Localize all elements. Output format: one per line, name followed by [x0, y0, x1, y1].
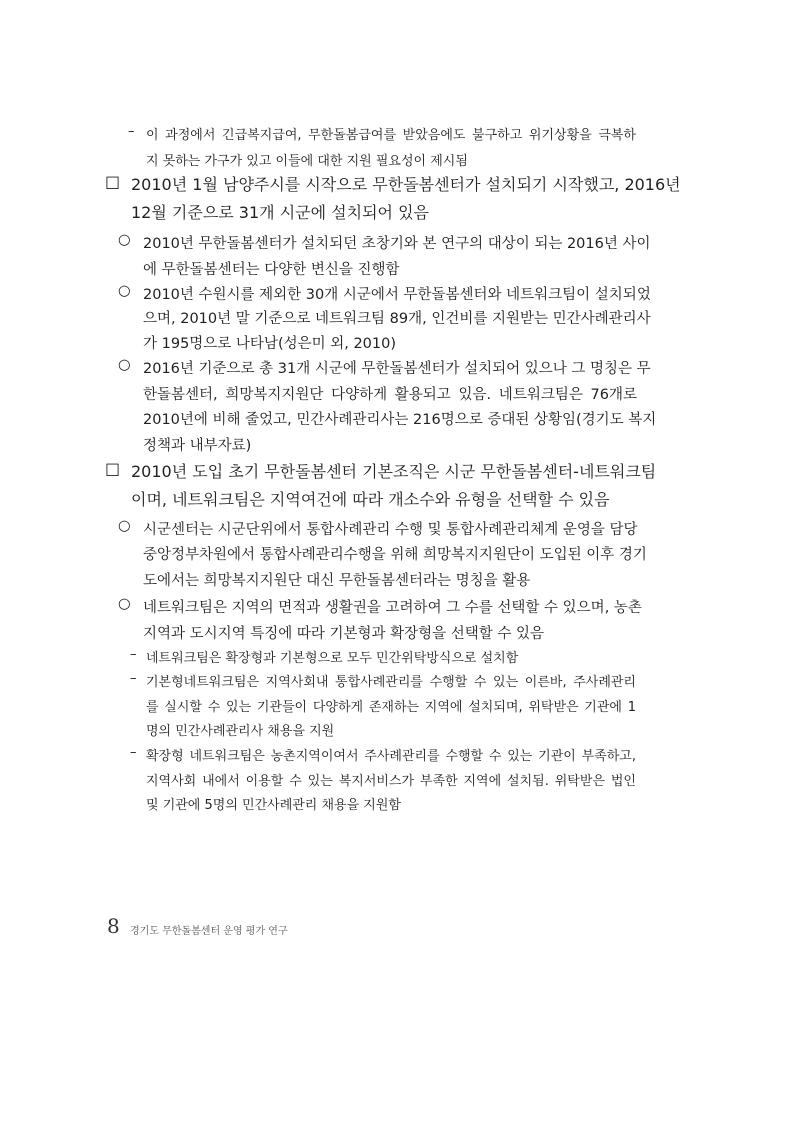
- text-line: 네트워크팀은 지역의 면적과 생활권을 고려하여 그 수를 선택할 수 있으며, 농촌: [143, 600, 642, 616]
- text-line: 2010년 도입 초기 무한돌봄센터 기본조직은 시군 무한돌봄센터-네트워크팀: [131, 462, 657, 481]
- text-line: 2010년 수원시를 제외한 30개 시군에서 무한돌봄센터와 네트워크팀이 설치되었: [143, 287, 651, 303]
- text-line: 지역사회 내에서 이용할 수 있는 복지서비스가 부족한 지역에 설치됨. 위탁받은 법인: [146, 774, 636, 789]
- text-line: 를 실시할 수 있는 기관들이 다양하게 존재하는 지역에 설치되며, 위탁받은 기관에 1: [146, 700, 636, 715]
- circle-bullet: ○: [118, 596, 131, 612]
- circle-bullet: ○: [118, 283, 131, 299]
- text-line: 에 무한돌봄센터는 다양한 변신을 진행함: [143, 262, 400, 278]
- text-line: 2010년 무한돌봄센터가 설치되던 초창기와 본 연구의 대상이 되는 2016년 사이: [143, 236, 651, 252]
- text-line: 시군센터는 시군단위에서 통합사례관리 수행 및 통합사례관리체계 운영을 담당: [143, 522, 638, 538]
- dash-bullet: –: [130, 647, 137, 662]
- text-line: 지역과 도시지역 특징에 따라 기본형과 확장형을 선택할 수 있음: [143, 626, 545, 642]
- circle-bullet: ○: [118, 518, 131, 534]
- text-line: 한돌봄센터, 희망복지지원단 다양하게 활용되고 있음. 네트워크팀은 76개로: [143, 387, 637, 403]
- text-line: 지 못하는 가구가 있고 이들에 대한 지원 필요성이 제시됨: [146, 154, 468, 169]
- circle-bullet: ○: [118, 357, 131, 373]
- text-line: 2010년 1월 남양주시를 시작으로 무한돌봄센터가 설치되기 시작했고, 2016년: [131, 175, 681, 194]
- dash-bullet: –: [128, 124, 135, 139]
- dash-bullet: –: [130, 671, 137, 686]
- page-number: 8: [107, 914, 120, 938]
- text-line: 가 195명으로 나타남(성은미 외, 2010): [143, 336, 397, 352]
- text-line: 및 기관에 5명의 민간사례관리 채용을 지원함: [146, 798, 401, 813]
- text-line: 네트워크팀은 확장형과 기본형으로 모두 민간위탁방식으로 설치함: [146, 651, 519, 666]
- text-line: 기본형네트워크팀은 지역사회내 통합사례관리를 수행할 수 있는 이른바, 주사례관리: [146, 675, 636, 690]
- text-line: 명의 민간사례관리사 채용을 지원: [146, 724, 335, 739]
- square-bullet: □: [105, 172, 121, 191]
- text-line: 확장형 네트워크팀은 농촌지역이여서 주사례관리를 수행할 수 있는 기관이 부족하고,: [146, 749, 636, 764]
- text-line: 2016년 기준으로 총 31개 시군에 무한돌봄센터가 설치되어 있으나 그 명칭은 무: [143, 361, 651, 377]
- text-line: 12월 기준으로 31개 시군에 설치되어 있음: [131, 203, 429, 222]
- text-line: 중앙정부차원에서 통합사례관리수행을 위해 희망복지지원단이 도입된 이후 경기: [143, 547, 647, 563]
- circle-bullet: ○: [118, 232, 131, 248]
- text-line: 으며, 2010년 말 기준으로 네트워크팀 89개, 인건비를 지원받는 민간사례관리사: [143, 311, 651, 327]
- dash-bullet: –: [130, 745, 137, 760]
- text-line: 2010년에 비해 줄었고, 민간사례관리사는 216명으로 증대된 상황임(경기도 복지: [143, 412, 657, 428]
- running-title: 경기도 무한돌봄센터 운영 평가 연구: [130, 926, 288, 937]
- text-line: 정책과 내부자료): [143, 438, 252, 454]
- square-bullet: □: [105, 459, 121, 478]
- text-line: 도에서는 희망복지지원단 대신 무한돌봄센터라는 명칭을 활용: [143, 573, 531, 589]
- text-line: 이며, 네트워크팀은 지역여건에 따라 개소수와 유형을 선택할 수 있음: [131, 490, 610, 509]
- text-line: 이 과정에서 긴급복지급여, 무한돌봄급여를 받았음에도 불구하고 위기상황을 극복하: [146, 128, 636, 143]
